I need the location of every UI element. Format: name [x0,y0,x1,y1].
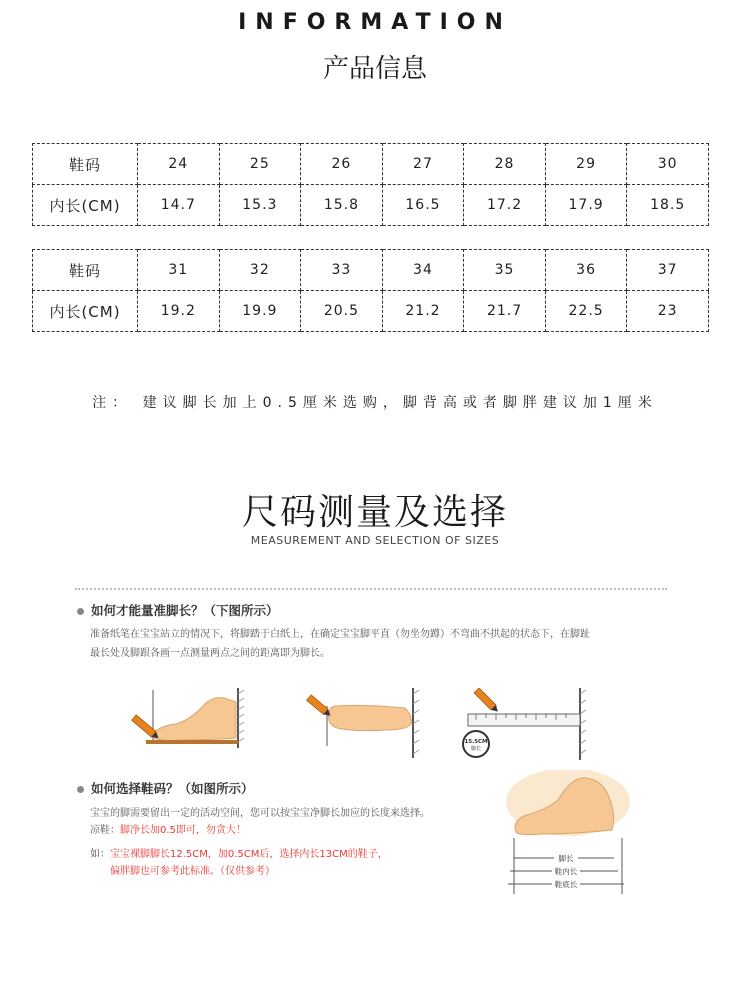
table-row-size [33,144,709,185]
size-cell: 25 [219,144,301,185]
example-label: 如： [90,849,110,860]
dotted-divider [75,588,667,590]
question-measure [77,601,279,619]
measure-instructions [90,625,680,663]
title-cn: 产品信息 [322,54,427,84]
select-line-1: 宝宝的脚需要留出一定的活动空间，您可以按宝宝净脚长加应的长度来选择。 [90,808,430,819]
length-cell: 19.2 [138,291,220,332]
length-cell: 22.5 [545,291,627,332]
foot-top-illustration [305,688,420,758]
length-cell: 16.5 [382,185,464,226]
bullet-icon [77,786,84,793]
length-cell: 15.8 [301,185,383,226]
instruction-line: 准备纸笔在宝宝站立的情况下，将脚踏于白纸上，在确定宝宝脚平直（勿坐勿蹲）不弯曲不拱起的状态下，在脚趾 [90,629,590,640]
example-line-1: 宝宝裸脚脚长12.5CM，加0.5CM后，选择内长13CM的鞋子， [110,849,388,860]
row-label-length: 内长(CM) [33,291,138,332]
size-cell: 27 [382,144,464,185]
length-cell: 18.5 [627,185,709,226]
shoe-inner-length-label: 鞋内长 [554,867,578,876]
size-table-1 [32,143,709,226]
length-cell: 20.5 [301,291,383,332]
foot-length-diagram [502,770,632,898]
question-select [77,779,254,797]
table-row-size [33,250,709,291]
length-cell: 21.7 [464,291,546,332]
size-cell: 30 [627,144,709,185]
size-cell: 24 [138,144,220,185]
row-label-length: 内长(CM) [33,185,138,226]
size-table-2 [32,249,709,332]
size-cell: 26 [301,144,383,185]
sole-length-label: 鞋底长 [554,880,578,889]
size-cell: 33 [301,250,383,291]
length-cell: 19.9 [219,291,301,332]
title-en: INFORMATION [238,10,512,35]
size-note: 注： 建议脚长加上0.5厘米选购，脚背高或者脚胖建议加1厘米 [92,395,658,411]
row-label-size: 鞋码 [33,250,138,291]
sandal-tip: 脚净长加0.5即可，勿贪大！ [120,825,246,836]
select-line-2 [90,822,510,839]
sandal-label: 凉鞋： [90,825,120,836]
size-cell: 32 [219,250,301,291]
select-example [90,846,510,863]
table-row-length [33,185,709,226]
measure-title: 尺码测量及选择 [241,492,508,533]
length-cell: 14.7 [138,185,220,226]
instruction-line: 最长处及脚跟各画一点测量两点之间的距离即为脚长。 [90,648,330,659]
ruler-badge-label: 脚长 [470,746,482,752]
length-cell: 21.2 [382,291,464,332]
bullet-icon [77,608,84,615]
size-cell: 37 [627,250,709,291]
size-cell: 29 [545,144,627,185]
table-row-length [33,291,709,332]
size-cell: 35 [464,250,546,291]
ruler-badge-value: 15.5CM [464,739,488,745]
length-cell: 15.3 [219,185,301,226]
question-select-text: 如何选择鞋码？（如图所示） [91,781,254,796]
foot-side-illustration [128,688,253,753]
size-cell: 34 [382,250,464,291]
ruler-illustration [462,688,590,760]
row-label-size: 鞋码 [33,144,138,185]
size-cell: 31 [138,250,220,291]
measure-subtitle: MEASUREMENT AND SELECTION OF SIZES [250,534,500,547]
question-measure-text: 如何才能量准脚长？（下图所示） [91,603,279,618]
example-line-2: 偏胖脚也可参考此标准。（仅供参考） [110,866,275,877]
size-cell: 28 [464,144,546,185]
length-cell: 17.2 [464,185,546,226]
length-cell: 17.9 [545,185,627,226]
size-cell: 36 [545,250,627,291]
length-cell: 23 [627,291,709,332]
foot-length-label: 脚长 [558,854,574,863]
